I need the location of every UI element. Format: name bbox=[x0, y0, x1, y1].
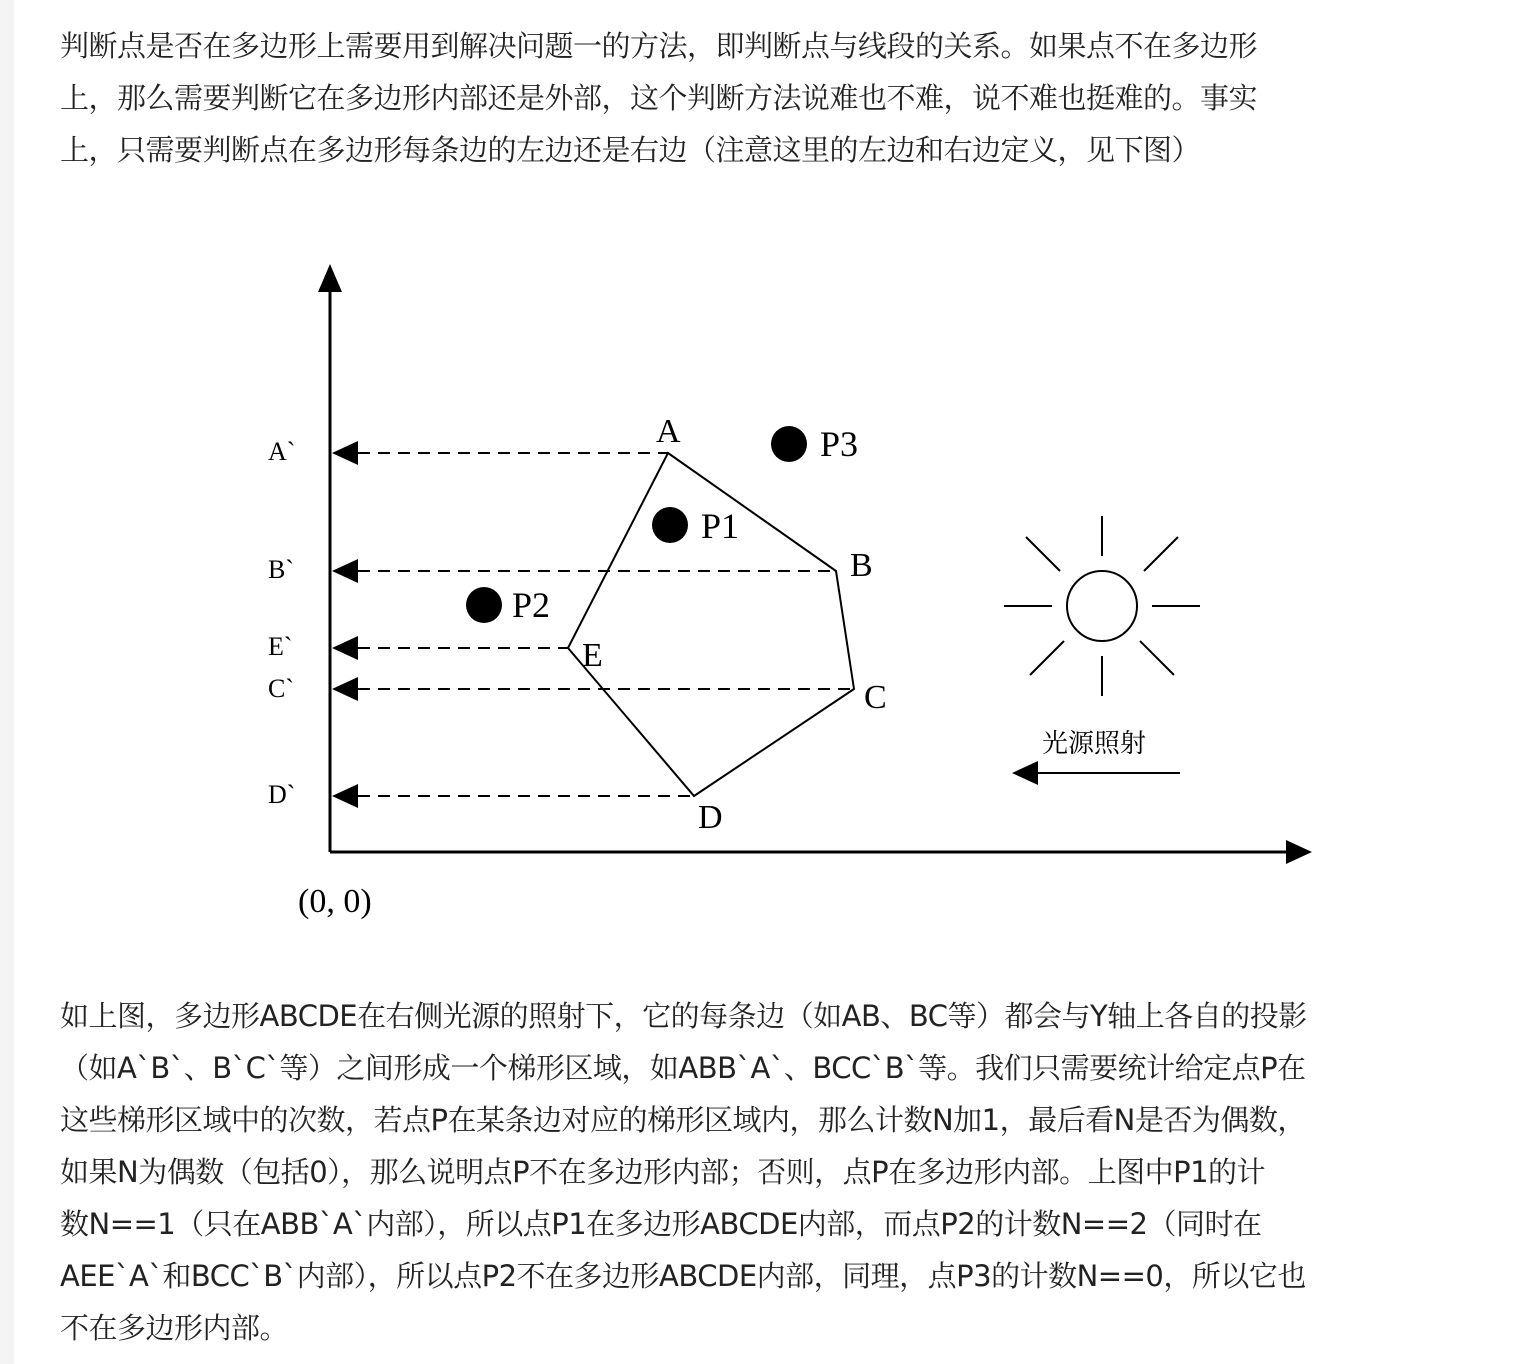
point-p2 bbox=[466, 587, 502, 623]
point-p3 bbox=[771, 426, 807, 462]
point-label-p2: P2 bbox=[512, 585, 551, 625]
point-label-p3: P3 bbox=[820, 424, 859, 464]
intro-line: 上，只需要判断点在多边形每条边的左边还是右边（注意这里的左边和右边定义，见下图） bbox=[60, 133, 1201, 167]
explanation-line: AEE`A`和BCC`B`内部），所以点P2不在多边形ABCDE内部，同理，点P3的计数N==0，所以它也 bbox=[60, 1259, 1306, 1293]
polygon-abcde bbox=[568, 453, 854, 796]
light-arrow-icon bbox=[1012, 761, 1038, 785]
y-axis-arrow-icon bbox=[318, 264, 342, 292]
axis-label-d: D` bbox=[268, 780, 296, 809]
vertex-label-b: B bbox=[850, 547, 873, 584]
explanation-line: 数N==1（只在ABB`A`内部），所以点P1在多边形ABCDE内部，而点P2的计数N==2（同时在 bbox=[60, 1207, 1262, 1241]
intro-line: 判断点是否在多边形上需要用到解决问题一的方法，即判断点与线段的关系。如果点不在多边形 bbox=[60, 29, 1258, 63]
intro-line: 上，那么需要判断它在多边形内部还是外部，这个判断方法说难也不难，说不难也挺难的。事实 bbox=[60, 81, 1258, 115]
vertex-label-c: C bbox=[864, 679, 887, 716]
arrowhead-d-icon bbox=[332, 784, 358, 808]
axis-label-b: B` bbox=[268, 555, 294, 584]
light-source-label: 光源照射 bbox=[1042, 729, 1147, 759]
x-axis-arrow-icon bbox=[1286, 840, 1312, 864]
sun-icon bbox=[1004, 516, 1200, 696]
explanation-line: 这些梯形区域中的次数，若点P在某条边对应的梯形区域内，那么计数N加1，最后看N是否为偶数， bbox=[60, 1103, 1306, 1137]
axis-label-a: A` bbox=[268, 437, 296, 466]
explanation-line: 如上图，多边形ABCDE在右侧光源的照射下，它的每条边（如AB、BC等）都会与Y轴上各自的投影 bbox=[60, 999, 1307, 1033]
arrowhead-a-icon bbox=[332, 441, 358, 465]
vertex-label-d: D bbox=[698, 799, 723, 836]
vertex-label-e: E bbox=[582, 637, 603, 674]
point-p1 bbox=[652, 507, 688, 543]
arrowhead-c-icon bbox=[332, 677, 358, 701]
explanation-line: 不在多边形内部。 bbox=[60, 1311, 289, 1345]
point-label-p1: P1 bbox=[701, 506, 740, 546]
axis-label-c: C` bbox=[268, 674, 294, 703]
arrowhead-b-icon bbox=[332, 559, 358, 583]
vertex-label-a: A bbox=[656, 413, 681, 450]
explanation-line: 如果N为偶数（包括0），那么说明点P不在多边形内部；否则，点P在多边形内部。上图中P1的计 bbox=[60, 1155, 1266, 1189]
axis-label-e: E` bbox=[268, 632, 293, 661]
explanation-line: （如A`B`、B`C`等）之间形成一个梯形区域，如ABB`A`、BCC`B`等。我们只需要统计给定点P在 bbox=[60, 1051, 1306, 1085]
arrowhead-e-icon bbox=[332, 636, 358, 660]
origin-label: (0, 0) bbox=[298, 883, 372, 920]
